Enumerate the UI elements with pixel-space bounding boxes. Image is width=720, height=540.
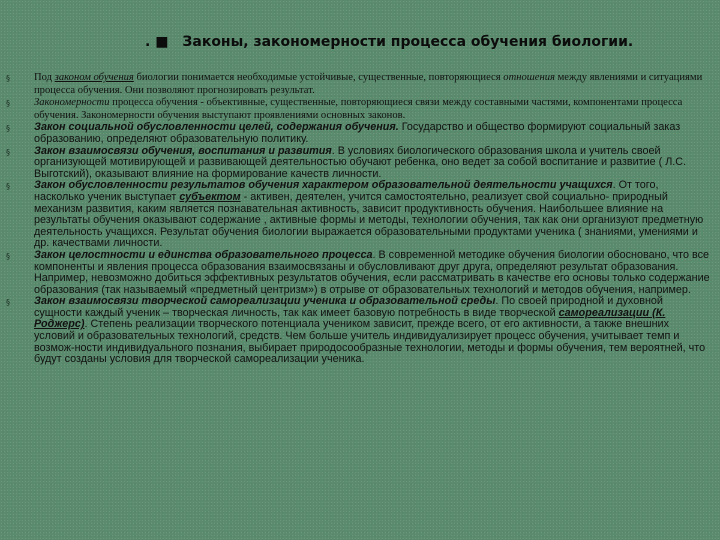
item-text: биологии понимается необходимые устойчивые, существенные, повторяющиеся bbox=[133, 72, 504, 83]
list-item bbox=[6, 146, 712, 181]
title-marker: . ■ bbox=[145, 34, 169, 50]
list-item bbox=[6, 122, 712, 145]
item-text: процесса обучения - объективные, существенные, повторяющиеся связи между составными частями, компонентами процесса обучения. Закономерности обучения выступают проявлениями основных законов. bbox=[34, 97, 683, 121]
item-text: . В условиях биологического образования школа и учитель своей организующей мотивирующей и развивающей деятельностью обучают ребенка, оно ведет за собой воспитание и развитие ( Л.С. Выготский), оказывают влияние на формирование качеств личности. bbox=[34, 144, 687, 180]
law-heading: Закон социальной обусловленности целей, содержания обучения. bbox=[34, 121, 399, 134]
bullet-icon: § bbox=[6, 74, 10, 83]
item-term: самореализации (К. Роджерс) bbox=[34, 306, 666, 331]
item-term: субъектом bbox=[179, 190, 241, 203]
laws-list bbox=[6, 72, 712, 366]
list-item bbox=[6, 296, 712, 366]
bullet-icon: § bbox=[6, 251, 10, 261]
item-text: . В современной методике обучения биологии обосновано, что все компоненты и явления процесса образования взаимосвязаны и обусловливают друг друга, определяют результат образования. Например, невозможно добиться эффективных результатов обучения, если рассматривать в качестве его основы только содержание образования (так называемый «предметный центризм») в отрыве от образовательных технологий и методов обучения, например. bbox=[34, 248, 710, 296]
item-text: . От того, насколько ученик выступает bbox=[34, 179, 659, 203]
bullet-icon: § bbox=[6, 99, 10, 109]
list-item bbox=[6, 250, 712, 296]
list-item bbox=[6, 72, 712, 97]
bullet-icon: § bbox=[6, 298, 10, 308]
item-text: . По своей природной и духовной сущности каждый ученик – творческая личность, так как имеет базовую потребность в виде творческой bbox=[34, 295, 663, 319]
item-text: Государство и общество формируют социальный заказ образованию, определяют образовательную политику. bbox=[34, 121, 681, 145]
list-item bbox=[6, 97, 712, 122]
law-heading: Закон целостности и единства образовательного процесса bbox=[34, 248, 373, 261]
item-text: - активен, деятелен, учится самостоятельно, реализует свой социально- природный механизм развития, каким является познавательная активность, зависит продуктивность обучения. Наибольшее влияние на результаты обучения оказывают содержание , активные формы и методы, технологии обучения, так как они организуют предметную деятельность учащихся. Результат обучения биологии выражается образовательными продуктами ученика ( знаниями, умениями и др. качествами личности. bbox=[34, 190, 704, 250]
item-text: Под bbox=[34, 72, 55, 83]
item-text: . Степень реализации творческого потенциала учеником зависит, прежде всего, от его активности, а также внешних условий и образовательных технологий, средств. Чем больше учитель индивидуализирует процесс обучения, учитывает темп и возмож-ности индивидуального познания, выбирает природосообразные технологии, методы и формы обучения, тем вероятней, что будут созданы условия для творческой самореализации ученика. bbox=[34, 318, 706, 366]
bullet-icon: § bbox=[6, 124, 10, 134]
law-heading: Закон взаимосвязи творческой самореализации ученика и образовательной среды bbox=[34, 295, 496, 308]
item-term: законом обучения bbox=[54, 72, 134, 83]
item-text-italic: отношения bbox=[503, 72, 555, 83]
bullet-icon: § bbox=[6, 182, 10, 192]
item-term: Закономерности bbox=[34, 97, 110, 109]
law-heading: Закон обусловленности результатов обучения характером образовательной деятельности учащихся bbox=[34, 179, 613, 192]
bullet-icon: § bbox=[6, 147, 10, 157]
law-heading: Закон взаимосвязи обучения, воспитания и развития bbox=[34, 144, 332, 157]
title-text: Законы, закономерности процесса обучения биологии. bbox=[182, 34, 634, 50]
item-text: между явлениями и ситуациями процесса обучения. Они позволяют прогнозировать результат. bbox=[34, 72, 703, 96]
slide-title bbox=[145, 34, 705, 50]
list-item bbox=[6, 180, 712, 250]
